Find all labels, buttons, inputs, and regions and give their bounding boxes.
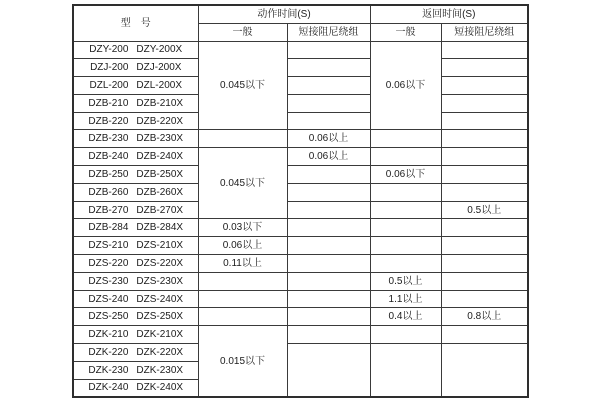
return-damping-cell	[441, 219, 528, 237]
return-damping-cell: 0.8以上	[441, 308, 528, 326]
action-general-cell	[198, 130, 287, 148]
return-general-cell	[370, 255, 441, 273]
return-general-cell: 1.1以上	[370, 290, 441, 308]
model-name-x: DZS-220X	[136, 257, 184, 269]
model-cell	[73, 290, 198, 308]
relay-timing-table	[72, 4, 529, 398]
table-row	[73, 344, 528, 362]
model-name-x: DZJ-200X	[136, 62, 182, 74]
action-general-cell: 0.015以下	[198, 326, 287, 397]
table-row	[73, 130, 528, 148]
model-name: DZK-210	[88, 329, 129, 341]
model-name: DZS-210	[88, 240, 129, 252]
table-row	[73, 237, 528, 255]
model-name: DZB-270	[88, 204, 129, 216]
model-name: DZS-250	[88, 311, 129, 323]
model-name-x: DZK-230X	[136, 364, 184, 376]
action-damping-cell	[287, 77, 370, 95]
return-damping-cell	[441, 183, 528, 201]
model-name-x: DZK-240X	[136, 382, 184, 394]
table-row	[73, 166, 528, 184]
action-damping-cell	[287, 290, 370, 308]
model-name-x: DZB-210X	[136, 97, 184, 109]
table-row	[73, 41, 528, 59]
return-damping-cell	[441, 41, 528, 59]
model-cell	[73, 361, 198, 379]
header-action-general: 一般	[198, 23, 287, 41]
model-name: DZK-220	[88, 346, 129, 358]
action-general-cell: 0.11以上	[198, 255, 287, 273]
return-damping-cell	[441, 148, 528, 166]
header-return-time: 返回时间(S)	[370, 5, 528, 23]
model-name: DZB-260	[88, 186, 129, 198]
model-cell	[73, 379, 198, 397]
model-name: DZS-240	[88, 293, 129, 305]
action-general-cell	[198, 290, 287, 308]
action-general-cell: 0.045以下	[198, 41, 287, 130]
relay-timing-table-wrap	[72, 4, 529, 398]
header-action-time: 动作时间(S)	[198, 5, 370, 23]
return-general-cell	[370, 326, 441, 344]
return-damping-cell	[441, 166, 528, 184]
action-damping-cell	[287, 201, 370, 219]
model-cell	[73, 201, 198, 219]
table-row	[73, 112, 528, 130]
table-row	[73, 94, 528, 112]
model-name: DZB-210	[88, 97, 129, 109]
return-general-cell	[370, 201, 441, 219]
action-damping-cell	[287, 272, 370, 290]
model-name-x: DZL-200X	[136, 79, 182, 91]
table-row	[73, 255, 528, 273]
model-name: DZB-240	[88, 151, 129, 163]
return-damping-cell	[441, 59, 528, 77]
model-cell	[73, 77, 198, 95]
model-name-x: DZS-230X	[136, 275, 184, 287]
action-damping-cell: 0.06以上	[287, 130, 370, 148]
model-name: DZB-284	[88, 222, 129, 234]
model-cell	[73, 130, 198, 148]
return-general-cell	[370, 183, 441, 201]
return-general-cell: 0.5以上	[370, 272, 441, 290]
return-damping-cell	[441, 290, 528, 308]
model-name-x: DZK-210X	[136, 329, 184, 341]
model-cell	[73, 112, 198, 130]
model-name: DZK-230	[88, 364, 129, 376]
return-general-cell: 0.06以下	[370, 41, 441, 130]
model-name: DZY-200	[89, 44, 129, 56]
table-row	[73, 59, 528, 77]
model-cell	[73, 183, 198, 201]
model-cell	[73, 272, 198, 290]
action-general-cell	[198, 308, 287, 326]
return-damping-cell	[441, 344, 528, 397]
action-general-cell: 0.045以下	[198, 148, 287, 219]
model-name-x: DZB-220X	[136, 115, 184, 127]
action-damping-cell	[287, 166, 370, 184]
model-name-x: DZS-240X	[136, 293, 184, 305]
model-cell	[73, 148, 198, 166]
model-name: DZB-230	[88, 133, 129, 145]
return-damping-cell	[441, 237, 528, 255]
model-name-x: DZK-220X	[136, 346, 184, 358]
header-row-1	[73, 5, 528, 23]
return-damping-cell	[441, 326, 528, 344]
model-name: DZL-200	[89, 79, 129, 91]
table-row	[73, 148, 528, 166]
model-name-x: DZY-200X	[136, 44, 183, 56]
action-damping-cell	[287, 326, 370, 344]
return-general-cell	[370, 148, 441, 166]
model-cell	[73, 94, 198, 112]
table-row	[73, 272, 528, 290]
table-row	[73, 77, 528, 95]
action-damping-cell	[287, 237, 370, 255]
table-row	[73, 183, 528, 201]
model-cell	[73, 219, 198, 237]
model-name-x: DZB-240X	[136, 151, 184, 163]
header-return-general: 一般	[370, 23, 441, 41]
return-general-cell: 0.4以上	[370, 308, 441, 326]
model-cell	[73, 237, 198, 255]
header-return-damping: 短接阻尼绕组	[441, 23, 528, 41]
return-general-cell: 0.06以下	[370, 166, 441, 184]
model-name-x: DZB-270X	[136, 204, 184, 216]
model-name-x: DZB-250X	[136, 168, 184, 180]
return-damping-cell	[441, 130, 528, 148]
return-damping-cell	[441, 272, 528, 290]
model-name-x: DZB-284X	[136, 222, 184, 234]
table-row	[73, 201, 528, 219]
model-name-x: DZB-260X	[136, 186, 184, 198]
model-cell	[73, 166, 198, 184]
return-general-cell	[370, 130, 441, 148]
model-cell	[73, 326, 198, 344]
table-row	[73, 326, 528, 344]
action-damping-cell: 0.06以上	[287, 148, 370, 166]
model-name: DZK-240	[88, 382, 129, 394]
return-general-cell	[370, 344, 441, 397]
return-general-cell	[370, 219, 441, 237]
model-name: DZJ-200	[90, 62, 129, 74]
model-name-x: DZB-230X	[136, 133, 184, 145]
model-cell	[73, 255, 198, 273]
model-cell	[73, 41, 198, 59]
return-damping-cell	[441, 255, 528, 273]
action-damping-cell	[287, 308, 370, 326]
action-damping-cell	[287, 112, 370, 130]
table-row	[73, 308, 528, 326]
model-name: DZB-250	[88, 168, 129, 180]
model-cell	[73, 308, 198, 326]
action-damping-cell	[287, 219, 370, 237]
model-name: DZS-220	[88, 257, 129, 269]
action-damping-cell	[287, 94, 370, 112]
model-cell	[73, 344, 198, 362]
return-damping-cell: 0.5以上	[441, 201, 528, 219]
action-damping-cell	[287, 59, 370, 77]
action-damping-cell	[287, 344, 370, 397]
action-damping-cell	[287, 41, 370, 59]
model-name: DZS-230	[88, 275, 129, 287]
header-model: 型 号	[73, 5, 198, 41]
return-damping-cell	[441, 77, 528, 95]
model-name: DZB-220	[88, 115, 129, 127]
action-general-cell	[198, 272, 287, 290]
model-name-x: DZS-210X	[136, 240, 184, 252]
model-cell	[73, 59, 198, 77]
action-damping-cell	[287, 183, 370, 201]
model-name-x: DZS-250X	[136, 311, 184, 323]
table-row	[73, 290, 528, 308]
action-damping-cell	[287, 255, 370, 273]
header-action-damping: 短接阻尼绕组	[287, 23, 370, 41]
action-general-cell: 0.06以上	[198, 237, 287, 255]
table-row	[73, 219, 528, 237]
action-general-cell: 0.03以下	[198, 219, 287, 237]
return-general-cell	[370, 237, 441, 255]
return-damping-cell	[441, 112, 528, 130]
return-damping-cell	[441, 94, 528, 112]
